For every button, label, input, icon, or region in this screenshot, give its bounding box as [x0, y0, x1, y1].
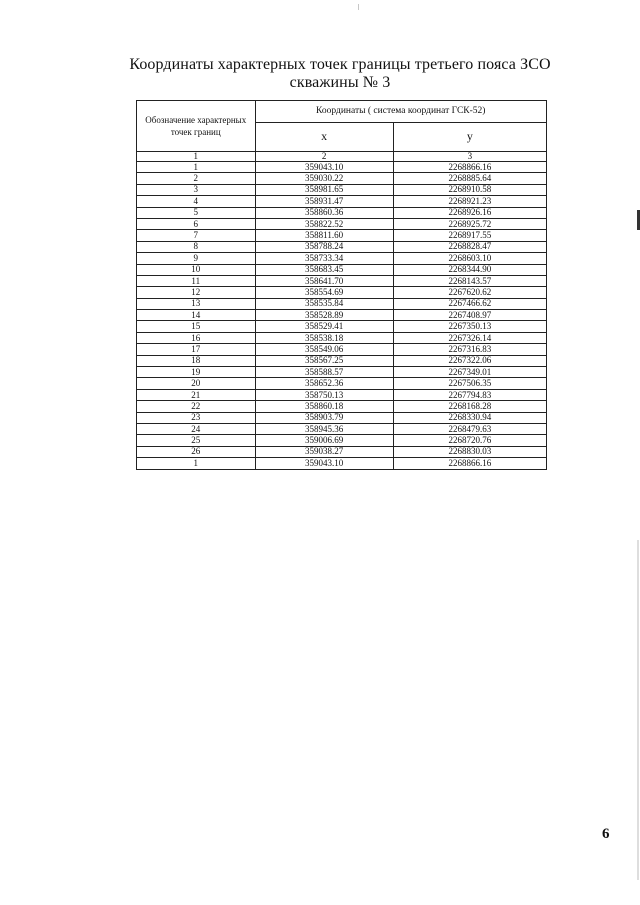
y-coordinate-cell: 2268910.58 — [393, 184, 546, 195]
point-cell: 1 — [137, 458, 256, 469]
y-coordinate-cell: 2268603.10 — [393, 253, 546, 264]
y-coordinate-cell: 2268330.94 — [393, 412, 546, 423]
header-point-designation: Обозначение характерных точек границ — [137, 101, 256, 152]
header-y: y — [393, 122, 546, 151]
point-cell: 11 — [137, 275, 256, 286]
point-cell: 9 — [137, 253, 256, 264]
x-coordinate-cell: 358981.65 — [255, 184, 393, 195]
x-coordinate-cell: 358931.47 — [255, 196, 393, 207]
y-coordinate-cell: 2267794.83 — [393, 389, 546, 400]
table-row — [137, 310, 547, 321]
point-cell: 1 — [137, 162, 256, 173]
point-cell: 3 — [137, 184, 256, 195]
y-coordinate-cell: 2267326.14 — [393, 332, 546, 343]
point-cell: 26 — [137, 446, 256, 457]
y-coordinate-cell: 2268828.47 — [393, 241, 546, 252]
table-row — [137, 253, 547, 264]
x-coordinate-cell: 358554.69 — [255, 287, 393, 298]
table-row — [137, 196, 547, 207]
table-row — [137, 321, 547, 332]
y-coordinate-cell: 2268344.90 — [393, 264, 546, 275]
point-cell: 14 — [137, 310, 256, 321]
point-cell: 17 — [137, 344, 256, 355]
point-cell: 22 — [137, 401, 256, 412]
y-coordinate-cell: 2267350.13 — [393, 321, 546, 332]
point-cell: 24 — [137, 423, 256, 434]
x-coordinate-cell: 358567.25 — [255, 355, 393, 366]
y-coordinate-cell: 2267620.62 — [393, 287, 546, 298]
column-number-row — [137, 152, 547, 162]
document-title — [100, 56, 580, 92]
x-coordinate-cell: 358588.57 — [255, 367, 393, 378]
x-coordinate-cell: 358788.24 — [255, 241, 393, 252]
point-cell: 5 — [137, 207, 256, 218]
y-coordinate-cell: 2267316.83 — [393, 344, 546, 355]
y-coordinate-cell: 2268917.55 — [393, 230, 546, 241]
point-cell: 23 — [137, 412, 256, 423]
y-coordinate-cell: 2267408.97 — [393, 310, 546, 321]
x-coordinate-cell: 358529.41 — [255, 321, 393, 332]
table-row — [137, 298, 547, 309]
x-coordinate-cell: 358528.89 — [255, 310, 393, 321]
table-row — [137, 162, 547, 173]
point-cell: 7 — [137, 230, 256, 241]
x-coordinate-cell: 358535.84 — [255, 298, 393, 309]
table-row — [137, 207, 547, 218]
point-cell: 13 — [137, 298, 256, 309]
table-row — [137, 446, 547, 457]
table-row — [137, 218, 547, 229]
y-coordinate-cell: 2267506.35 — [393, 378, 546, 389]
y-coordinate-cell: 2268866.16 — [393, 458, 546, 469]
y-coordinate-cell: 2267349.01 — [393, 367, 546, 378]
table-row — [137, 184, 547, 195]
x-coordinate-cell: 358860.18 — [255, 401, 393, 412]
point-cell: 8 — [137, 241, 256, 252]
point-cell: 12 — [137, 287, 256, 298]
x-coordinate-cell: 358945.36 — [255, 423, 393, 434]
header-x: x — [255, 122, 393, 151]
table-row — [137, 344, 547, 355]
x-coordinate-cell: 358750.13 — [255, 389, 393, 400]
scan-dot — [358, 4, 359, 10]
scan-dot — [637, 540, 639, 880]
page-number: 6 — [602, 826, 610, 842]
header-coordinates-group: Координаты ( система координат ГСК-52) — [255, 101, 547, 123]
table-row — [137, 173, 547, 184]
table-row — [137, 355, 547, 366]
x-coordinate-cell: 358652.36 — [255, 378, 393, 389]
coordinates-table — [136, 100, 547, 470]
column-number-2: 2 — [255, 152, 393, 162]
x-coordinate-cell: 359030.22 — [255, 173, 393, 184]
x-coordinate-cell: 358538.18 — [255, 332, 393, 343]
table-row — [137, 378, 547, 389]
point-cell: 2 — [137, 173, 256, 184]
table-body — [137, 162, 547, 470]
point-cell: 25 — [137, 435, 256, 446]
y-coordinate-cell: 2268143.57 — [393, 275, 546, 286]
table-row — [137, 367, 547, 378]
y-coordinate-cell: 2268925.72 — [393, 218, 546, 229]
y-coordinate-cell: 2268885.64 — [393, 173, 546, 184]
x-coordinate-cell: 358903.79 — [255, 412, 393, 423]
column-number-1: 1 — [137, 152, 256, 162]
table-row — [137, 287, 547, 298]
point-cell: 18 — [137, 355, 256, 366]
x-coordinate-cell: 358860.36 — [255, 207, 393, 218]
table-row — [137, 412, 547, 423]
point-cell: 20 — [137, 378, 256, 389]
y-coordinate-cell: 2267322.06 — [393, 355, 546, 366]
y-coordinate-cell: 2268479.63 — [393, 423, 546, 434]
table-row — [137, 241, 547, 252]
x-coordinate-cell: 358733.34 — [255, 253, 393, 264]
y-coordinate-cell: 2268926.16 — [393, 207, 546, 218]
x-coordinate-cell: 358683.45 — [255, 264, 393, 275]
x-coordinate-cell: 358641.70 — [255, 275, 393, 286]
x-coordinate-cell: 358549.06 — [255, 344, 393, 355]
point-cell: 16 — [137, 332, 256, 343]
x-coordinate-cell: 358811.60 — [255, 230, 393, 241]
title-line-1: Координаты характерных точек границы третьего пояса ЗСО — [129, 56, 551, 73]
table-row — [137, 423, 547, 434]
y-coordinate-cell: 2267466.62 — [393, 298, 546, 309]
y-coordinate-cell: 2268866.16 — [393, 162, 546, 173]
column-number-3: 3 — [393, 152, 546, 162]
y-coordinate-cell: 2268921.23 — [393, 196, 546, 207]
table-row — [137, 275, 547, 286]
table-row — [137, 458, 547, 469]
y-coordinate-cell: 2268720.76 — [393, 435, 546, 446]
point-cell: 4 — [137, 196, 256, 207]
table-row — [137, 230, 547, 241]
title-line-2: скважины № 3 — [289, 74, 391, 91]
point-cell: 10 — [137, 264, 256, 275]
point-cell: 6 — [137, 218, 256, 229]
table-row — [137, 435, 547, 446]
point-cell: 21 — [137, 389, 256, 400]
y-coordinate-cell: 2268168.28 — [393, 401, 546, 412]
x-coordinate-cell: 359038.27 — [255, 446, 393, 457]
x-coordinate-cell: 359006.69 — [255, 435, 393, 446]
x-coordinate-cell: 359043.10 — [255, 162, 393, 173]
x-coordinate-cell: 358822.52 — [255, 218, 393, 229]
table-row — [137, 264, 547, 275]
x-coordinate-cell: 359043.10 — [255, 458, 393, 469]
table-row — [137, 389, 547, 400]
y-coordinate-cell: 2268830.03 — [393, 446, 546, 457]
point-cell: 19 — [137, 367, 256, 378]
point-cell: 15 — [137, 321, 256, 332]
table-row — [137, 401, 547, 412]
table-row — [137, 332, 547, 343]
